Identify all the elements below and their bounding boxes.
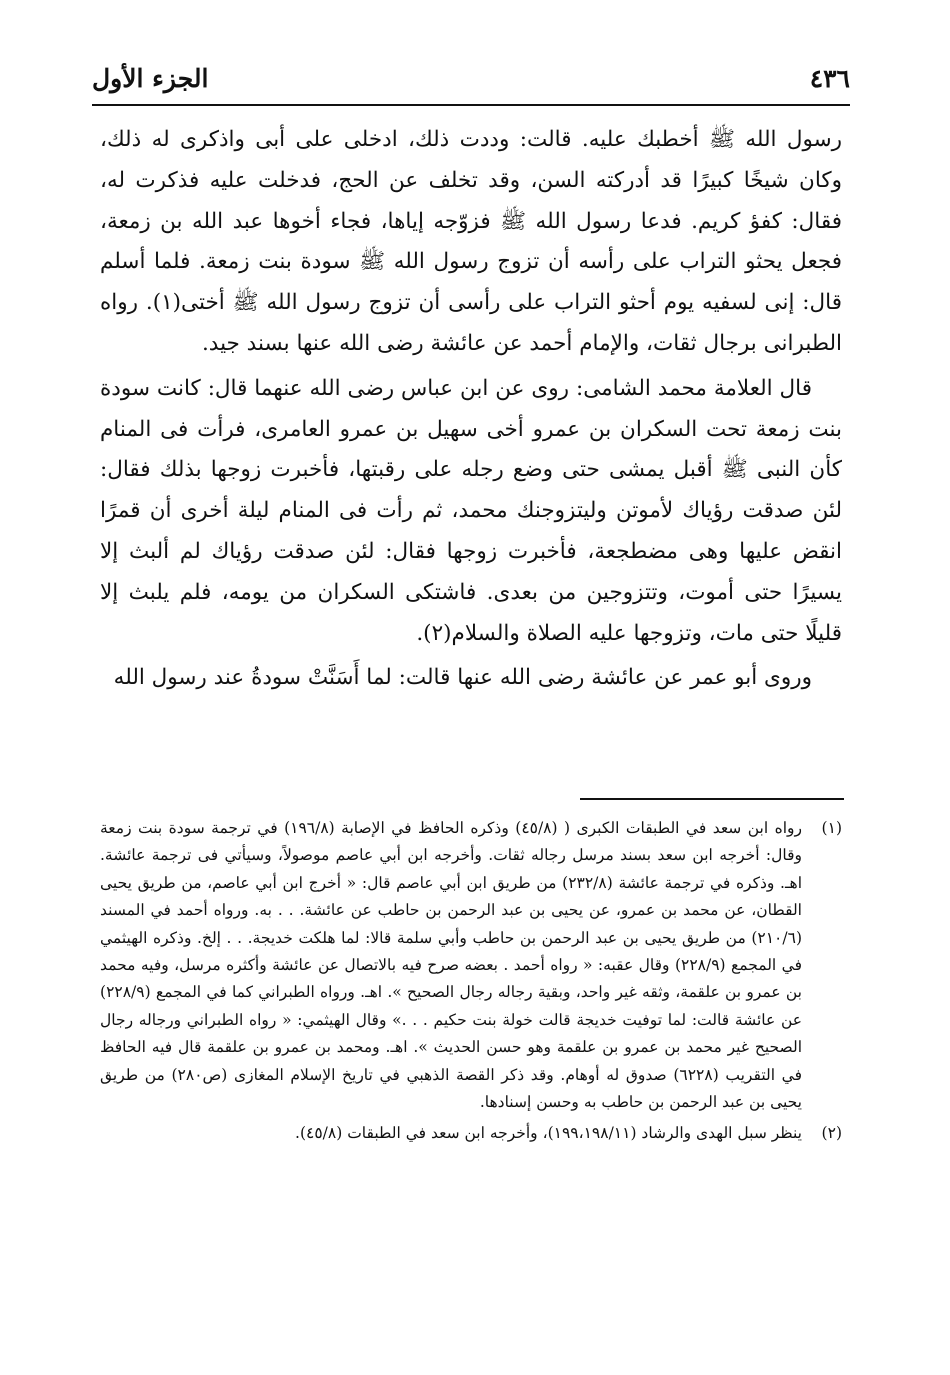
paragraph: قال العلامة محمد الشامى: روى عن ابن عباس رضى الله عنهما قال: كانت سودة بنت زمعة تحت السكران بن عمرو أخى سهيل بن عمرو العامرى، فرأت فى المنام كأن النبى ﷺ أقبل يمشى حتى وضع رجله على رقبتها، فأخبرت زوجها بذلك فقال: لئن صدقت رؤياك لأموتن وليتزوجنك محمد، ثم رأت فى المنام ليلة أخرى أن قمرًا انقض عليها وهى مضطجعة، فأخبرت زوجها فقال: لئن صدقت رؤياك لم ألبث إلا يسيرًا حتى أموت، وتتزوجين من بعدى. فاشتكى السكران من يومه، فلم يلبث إلا قليلًا حتى مات، وتزوجها عليه الصلاة والسلام(٢).	[100, 375, 842, 646]
footnote-number: (١)	[821, 819, 842, 837]
footnote-number: (٢)	[821, 1124, 842, 1143]
page-header	[92, 58, 850, 98]
main-text	[100, 120, 842, 699]
page-number: ٤٣٦	[809, 63, 850, 93]
volume-title: الجزء الأول	[92, 63, 209, 93]
footnote	[100, 1120, 842, 1147]
header-divider	[92, 104, 850, 106]
paragraph: رسول الله ﷺ أخطبك عليه. قالت: وددت ذلك، ادخلى على أبى واذكرى له ذلك، وكان شيخًا كبيرًا قد أدركته السن، وقد تخلف عن الحج، فدخلت عليه فذكرت له، فقال: كفؤ كريم. فدعا رسول الله ﷺ فزوّجه إياها، فجاء أخوها عبد الله بن زمعة، فجعل يحثو التراب على رأسه أن تزوج رسول الله ﷺ سودة بنت زمعة. فلما أسلم قال: إنى لسفيه يوم أحثو التراب على رأسى أن تزوج رسول الله ﷺ أختى(١). رواه الطبرانى برجال ثقات، والإمام أحمد عن عائشة رضى الله عنها بسند جيد.	[100, 127, 842, 356]
footnote-text: رواه ابن سعد في الطبقات الكبرى ( (٤٥/٨) وذكره الحافظ في الإصابة (١٩٦/٨) في ترجمة سودة بنت زمعة وقال: أخرجه ابن سعد بسند مرسل رجاله ثقات. وأخرجه ابن أبي عاصم موصولاً، وسيأتي فى ترجمة عائشة. اهـ. وذكره في ترجمة عائشة (٢٣٢/٨) من طريق ابن أبي عاصم قال: « أخرج ابن أبي عاصم، من طريق يحيى القطان، عن محمد بن عمرو، عن يحيى بن عبد الرحمن بن حاطب عن عائشة. . . به. ورواه أحمد في المسند (٢١٠/٦) من طريق يحيى بن عبد الرحمن بن حاطب وأبي سلمة قالا: لما هلكت خديجة. . . إلخ. وذكره الهيثمي في المجمع (٢٢٨/٩) وقال عقبه: « رواه أحمد . بعضه صرح فيه بالاتصال عن عائشة وأكثره مرسل، وفيه محمد بن عمرو بن علقمة، وثقه غير واحد، وبقية رجاله رجال الصحيح ». اهـ. ورواه الطبراني كما في المجمع (٢٢٨/٩) عن عائشة قالت: لما توفيت خديجة قالت خولة بنت حكيم . . .» وقال الهيثمي: « رواه الطبراني ورجاله رجال الصحيح غير محمد بن عمرو بن علقمة وهو حسن الحديث ». اهـ. ومحمد بن عمرو بن علقمة قال فيه الحافظ في التقريب (٦٢٢٨) صدوق له أوهام. وقد ذكر القصة الذهبي في تاريخ الإسلام المغازى (ص٢٨٠) من طريق يحيى بن عبد الرحمن بن حاطب به وحسن إسنادها.	[100, 819, 803, 1112]
footnote-divider	[580, 798, 844, 800]
footnotes	[100, 815, 842, 1148]
footnote	[100, 815, 842, 1116]
footnote-text: ينظر سبل الهدى والرشاد (١٩٩،١٩٨/١١)، وأخرجه ابن سعد في الطبقات (٤٥/٨).	[295, 1124, 802, 1143]
paragraph: وروى أبو عمر عن عائشة رضى الله عنها قالت: لما أَسَنَّتْ سودةُ عند رسول الله	[113, 665, 812, 691]
